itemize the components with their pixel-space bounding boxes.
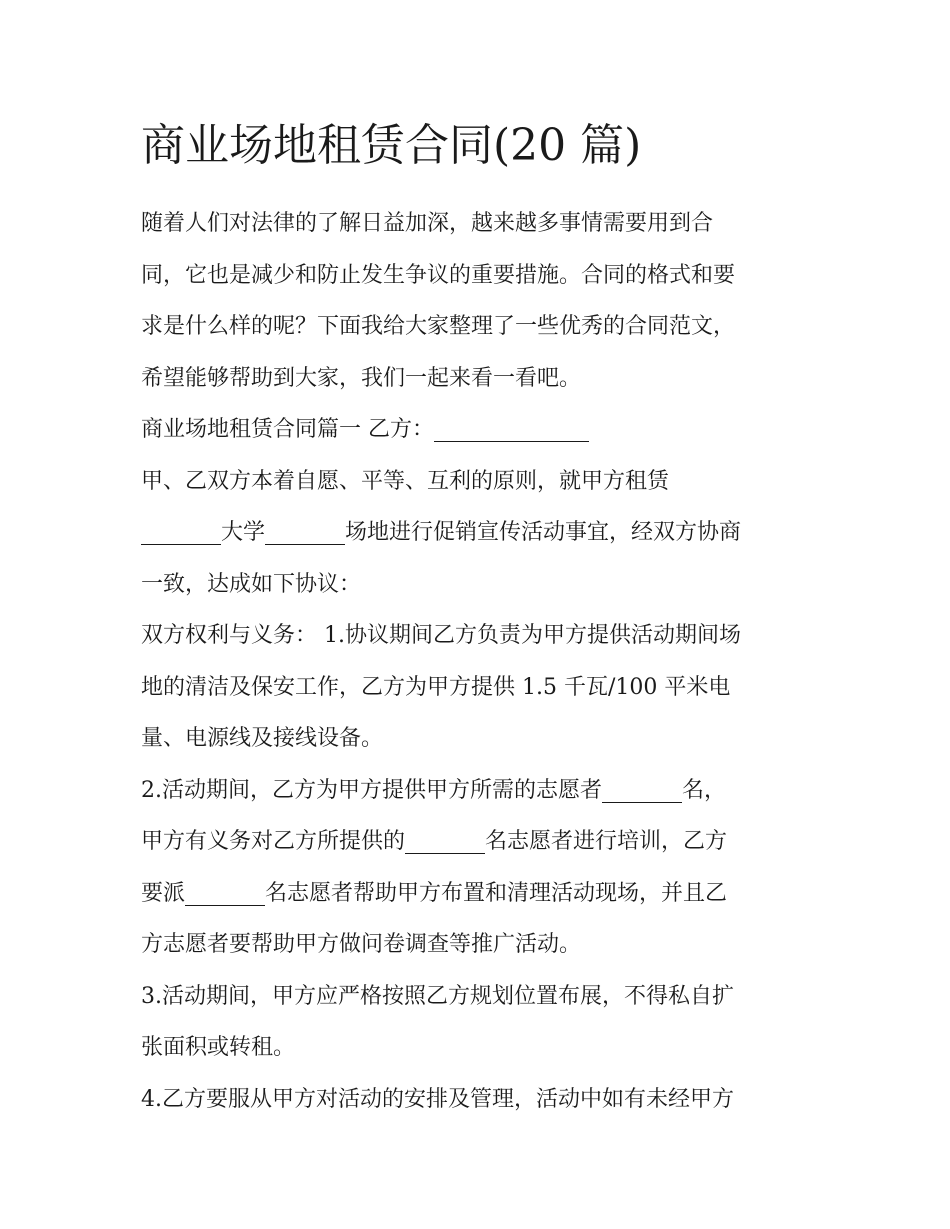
text-line (141, 250, 821, 302)
text-line (141, 713, 821, 765)
text-segment: 商业场地租赁合同篇一 乙方： (141, 417, 434, 442)
text-segment: 方志愿者要帮助甲方做问卷调查等推广活动。 (141, 932, 582, 957)
text-line (141, 1074, 821, 1126)
text-segment: 希望能够帮助到大家，我们一起来看一看吧。 (141, 365, 582, 391)
text-segment: 一致，达成如下协议： (141, 571, 362, 597)
text-line (141, 919, 821, 971)
text-line (141, 816, 821, 868)
text-segment: 甲方有义务对乙方所提供的 (141, 829, 406, 854)
fill-in-blank (141, 518, 221, 545)
text-line (141, 456, 821, 508)
fill-in-blank (434, 415, 589, 442)
text-segment: 要派 (141, 880, 186, 906)
text-segment: 双方权利与义务： 1.协议期间乙方负责为甲方提供活动期间场 (141, 623, 741, 648)
fill-in-blank (185, 879, 265, 906)
text-line (141, 198, 821, 250)
text-line (141, 507, 821, 559)
text-segment: 求是什么样的呢？下面我给大家整理了一些优秀的合同范文， (141, 314, 736, 339)
text-segment: 名志愿者进行培训，乙方 (485, 829, 728, 854)
text-segment: 名志愿者帮助甲方布置和清理活动现场，并且乙 (265, 880, 728, 906)
text-line (141, 559, 821, 611)
text-segment: 2.活动期间，乙方为甲方提供甲方所需的志愿者 (141, 777, 602, 803)
text-segment: 同，它也是减少和防止发生争议的重要措施。合同的格式和要 (141, 262, 736, 288)
text-segment: 随着人们对法律的了解日益加深，越来越多事情需要用到合 (141, 211, 714, 236)
fill-in-blank (265, 518, 345, 545)
text-segment: 地的清洁及保安工作，乙方为甲方提供 1.5 千瓦/100 平米电 (141, 674, 731, 700)
fill-in-blank (405, 827, 485, 854)
text-segment: 场地进行促销宣传活动事宜，经双方协商 (345, 520, 742, 545)
text-line (141, 610, 821, 662)
text-segment: 3.活动期间，甲方应严格按照乙方规划位置布展，不得私自扩 (141, 983, 734, 1009)
text-line (141, 868, 821, 920)
document-body (141, 198, 821, 1125)
text-line (141, 404, 821, 456)
document-title: 商业场地租赁合同(20 篇) (141, 120, 642, 171)
fill-in-blank (602, 776, 682, 803)
text-line (141, 971, 821, 1023)
text-segment: 甲、乙双方本着自愿、平等、互利的原则，就甲方租赁 (141, 468, 670, 494)
text-segment: 名， (682, 777, 727, 803)
text-line (141, 1022, 821, 1074)
text-line (141, 662, 821, 714)
text-line (141, 301, 821, 353)
text-line (141, 765, 821, 817)
text-segment: 4.乙方要服从甲方对活动的安排及管理，活动中如有未经甲方 (141, 1086, 734, 1112)
text-segment: 量、电源线及接线设备。 (141, 726, 384, 751)
text-segment: 张面积或转租。 (141, 1035, 296, 1060)
text-segment: 大学 (221, 520, 266, 545)
text-line (141, 353, 821, 405)
